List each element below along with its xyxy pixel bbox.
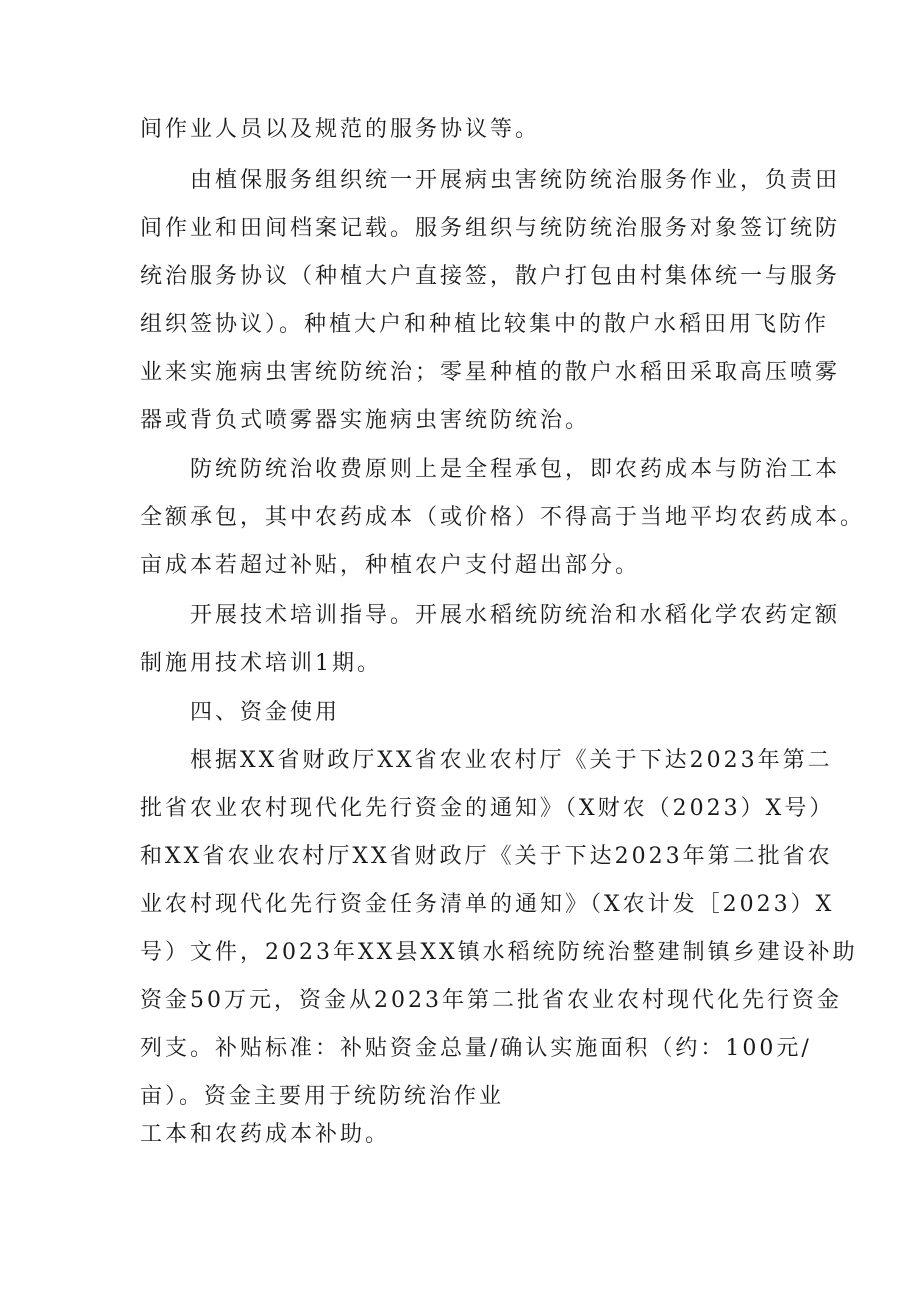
paragraph-line: 间作业人员以及规范的服务协议等。 <box>140 117 541 142</box>
paragraph-line: 亩）。资金主要用于统防统治作业 <box>140 1084 505 1109</box>
paragraph-line: 业来实施病虫害统防统治；零星种植的散户水稻田采取高压喷雾 <box>140 360 841 385</box>
paragraph-line: 组织签协议）。种植大户和种植比较集中的散户水稻田用飞防作 <box>140 312 830 337</box>
paragraph-line: 业农村现代化先行资金任务清单的通知》（X农计发［2023）X <box>140 892 835 917</box>
paragraph-line: 统治服务协议（种植大户直接签，散户打包由村集体统一与服务 <box>140 264 841 289</box>
paragraph-line: 批省农业农村现代化先行资金的通知》（X财农（2023）X号） <box>140 796 835 821</box>
paragraph-line: 亩成本若超过补贴，种植农户支付超出部分。 <box>140 553 641 578</box>
paragraph-line: 间作业和田间档案记载。服务组织与统防统治服务对象签订统防 <box>140 216 841 241</box>
paragraph-line: 根据XX省财政厅XX省农业农村厅《关于下达2023年第二 <box>190 748 833 773</box>
paragraph-line: 号）文件，2023年XX县XX镇水稻统防统治整建制镇乡建设补助 <box>140 940 858 965</box>
paragraph-line: 防统防统治收费原则上是全程承包，即农药成本与防治工本 <box>190 457 841 482</box>
paragraph-line: 制施用技术培训1期。 <box>140 651 382 676</box>
section-heading: 四、资金使用 <box>190 700 341 725</box>
paragraph-line: 列支。补贴标准：补贴资金总量/确认实施面积（约：100元/ <box>140 1036 812 1061</box>
paragraph-line: 和XX省农业农村厅XX省财政厅《关于下达2023年第二批省农 <box>140 844 833 869</box>
paragraph-line: 全额承包，其中农药成本（或价格）不得高于当地平均农药成本。 <box>140 505 866 530</box>
paragraph-line: 器或背负式喷雾器实施病虫害统防统治。 <box>140 408 591 433</box>
paragraph-line: 开展技术培训指导。开展水稻统防统治和水稻化学农药定额 <box>190 603 841 628</box>
paragraph-line: 资金50万元，资金从2023年第二批省农业农村现代化先行资金 <box>140 988 842 1013</box>
paragraph-line: 由植保服务组织统一开展病虫害统防统治服务作业，负责田 <box>190 168 841 193</box>
paragraph-line: 工本和农药成本补助。 <box>140 1122 391 1147</box>
